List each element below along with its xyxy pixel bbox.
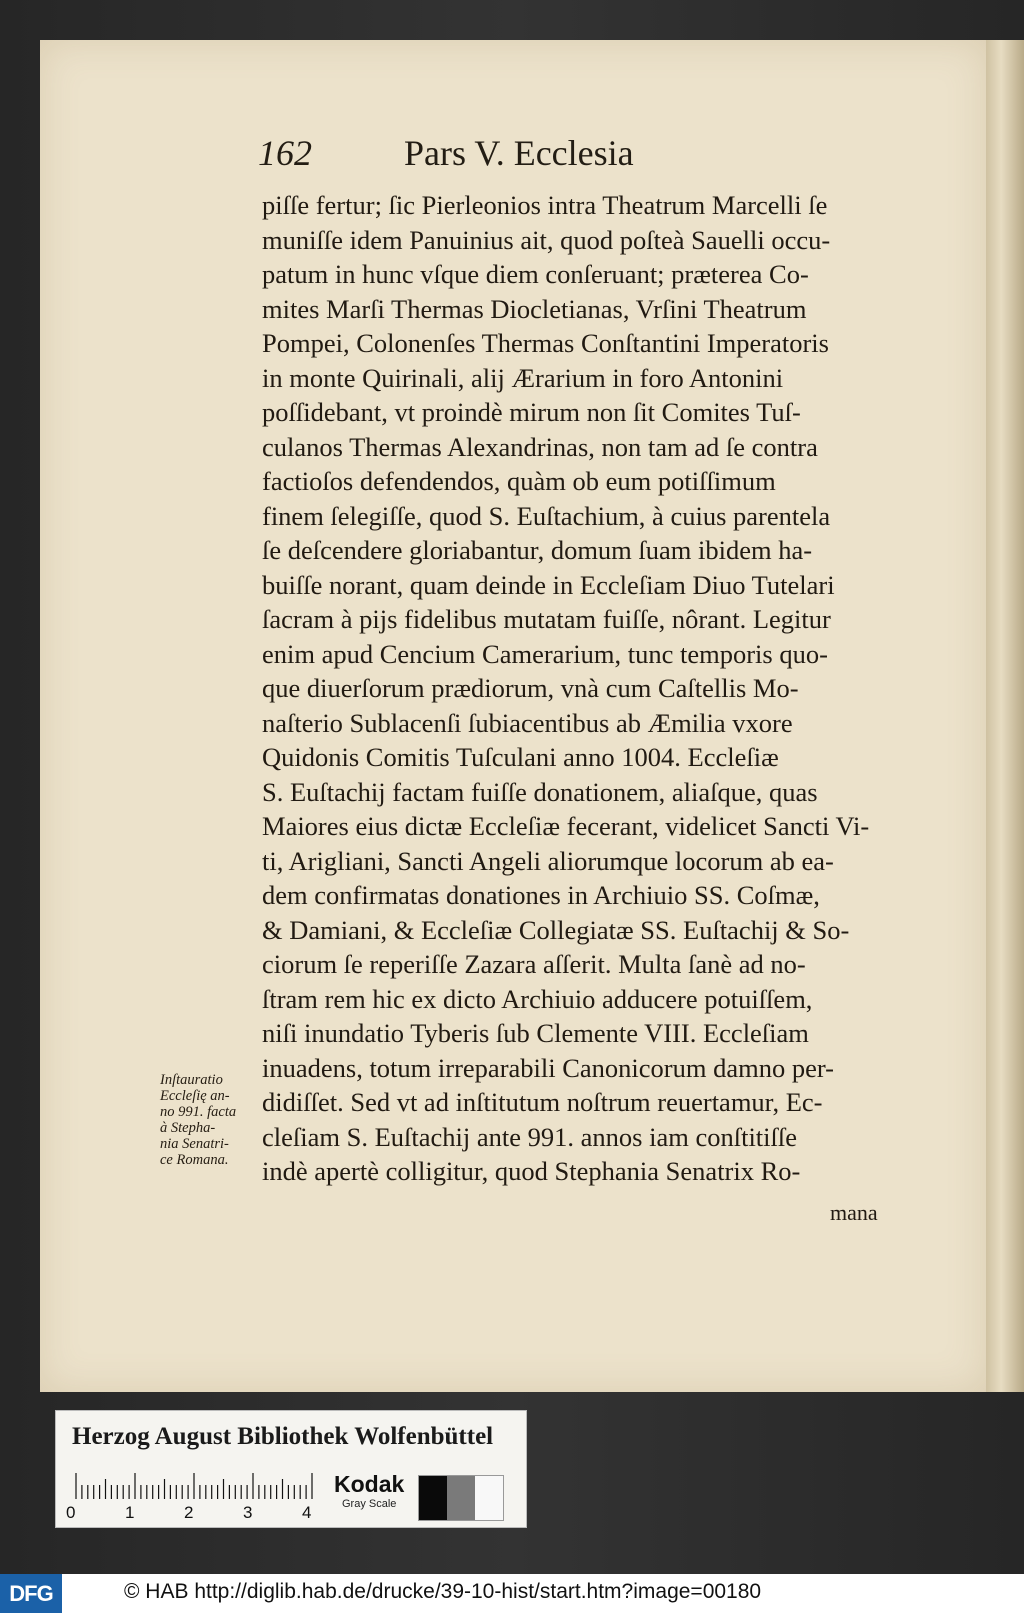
text-line: niſi inundatio Tyberis ſub Clemente VIII. Eccleſiam [262, 1018, 809, 1048]
ruler-number: 4 [302, 1503, 312, 1522]
running-title: Pars V. Ecclesia [404, 133, 634, 173]
text-line: didiſſet. Sed vt ad inſtitutum noſtrum reuertamur, Ec- [262, 1087, 823, 1117]
text-line: ſtram rem hic ex dicto Archiuio adducere potuiſſem, [262, 983, 813, 1014]
copyright-url[interactable]: © HAB http://diglib.hab.de/drucke/39-10-hist/start.htm?image=00180 [124, 1580, 762, 1603]
marginal-note-line: nia Senatri- [160, 1136, 229, 1152]
marginal-note-line: ce Romana. [160, 1152, 229, 1168]
ruler-number: 0 [66, 1503, 76, 1522]
text-line: & Damiani, & Eccleſiæ Collegiatæ SS. Euſtachij & So- [262, 914, 850, 945]
text-line: cleſiam S. Euſtachij ante 991. annos iam conſtitiſſe [262, 1121, 798, 1152]
text-line: finem ſelegiſſe, quod S. Euſtachium, à cuius parentela [262, 500, 831, 531]
library-name: Herzog August Bibliothek Wolfenbüttel [72, 1423, 494, 1450]
marginal-note-line: à Stepha- [160, 1120, 216, 1136]
text-line: enim apud Cencium Camerarium, tunc temporis quo- [262, 638, 828, 669]
text-line: patum in hunc vſque diem conſeruant; præterea Co- [262, 259, 809, 289]
catchword: mana [830, 1200, 878, 1225]
marginal-note-line: Inſtauratio [160, 1072, 223, 1088]
marginal-note-line: Eccleſię an- [160, 1088, 230, 1104]
page-number: 162 [258, 133, 312, 173]
gray-scale-patches [418, 1475, 504, 1521]
body-text [262, 188, 926, 1189]
text-line: Quidonis Comitis Tuſculani anno 1004. Eccleſiæ [262, 742, 779, 772]
text-line: ti, Arigliani, Sancti Angeli aliorumque locorum ab ea- [262, 845, 834, 876]
text-line: ſe deſcendere gloriabantur, domum ſuam ibidem ha- [262, 535, 813, 565]
color-target-card [55, 1410, 527, 1528]
text-line: ſacram à pijs fidelibus mutatam fuiſſe, nôrant. Legitur [262, 604, 831, 634]
page-edge [986, 40, 1024, 1392]
ruler-scale [74, 1473, 314, 1499]
text-line: que diuerſorum prædiorum, vnà cum Caſtellis Mo- [262, 673, 799, 703]
gray-patch [475, 1476, 503, 1520]
text-line: ciorum ſe reperiſſe Zazara aſſerit. Multa ſanè ad no- [262, 949, 806, 979]
kodak-subtitle: Gray Scale [342, 1498, 397, 1510]
text-line: Maiores eius dictæ Eccleſiæ fecerant, videlicet Sancti Vi- [262, 811, 870, 841]
text-line: factioſos defendendos, quàm ob eum potiſſimum [262, 466, 776, 496]
ruler-number: 1 [125, 1503, 135, 1522]
kodak-label [334, 1471, 404, 1510]
page-header [258, 132, 634, 182]
gray-patch [419, 1476, 447, 1520]
marginal-note [160, 1072, 272, 1168]
text-line: buiſſe norant, quam deinde in Eccleſiam Diuo Tutelari [262, 569, 835, 600]
dfg-logo: DFG [0, 1574, 62, 1613]
text-line: S. Euſtachij factam fuiſſe donationem, aliaſque, quas [262, 776, 818, 807]
text-line: piſſe fertur; ſic Pierleonios intra Theatrum Marcelli ſe [262, 190, 828, 220]
ruler-number: 2 [184, 1503, 194, 1522]
gray-patch [447, 1476, 475, 1520]
text-line: inuadens, totum irreparabili Canonicorum damno per- [262, 1052, 835, 1083]
text-line: poſſidebant, vt proindè mirum non ſit Comites Tuſ- [262, 397, 801, 427]
text-line: mites Marſi Thermas Diocletianas, Vrſini Theatrum [262, 293, 807, 324]
marginal-note-line: no 991. facta [160, 1104, 237, 1120]
ruler-number: 3 [243, 1503, 253, 1522]
kodak-brand: Kodak [334, 1471, 405, 1497]
ruler-numbers [66, 1503, 312, 1523]
text-line: indè apertè colligitur, quod Stephania Senatrix Ro- [262, 1156, 801, 1186]
text-line: Pompei, Colonenſes Thermas Conſtantini Imperatoris [262, 328, 829, 358]
text-line: dem confirmatas donationes in Archiuio SS. Coſmæ, [262, 880, 820, 910]
text-line: muniſſe idem Panuinius ait, quod poſteà Sauelli occu- [262, 224, 831, 255]
text-line: naſterio Sublacenſi ſubiacentibus ab Æmilia vxore [262, 707, 793, 738]
footer-bar [0, 1574, 1024, 1613]
text-line: in monte Quirinali, alij Ærarium in foro Antonini [262, 362, 784, 393]
text-line: culanos Thermas Alexandrinas, non tam ad ſe contra [262, 431, 818, 462]
